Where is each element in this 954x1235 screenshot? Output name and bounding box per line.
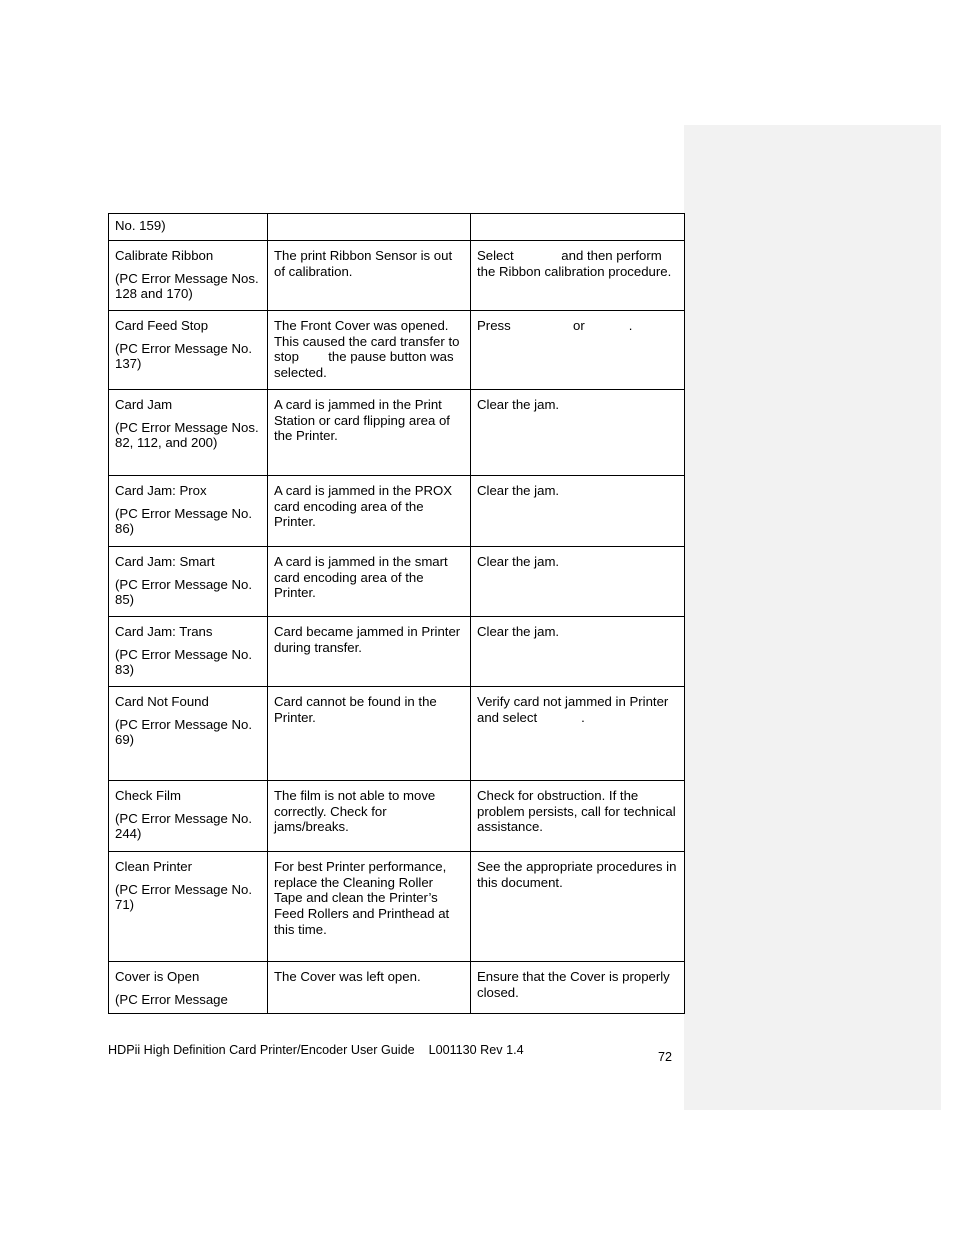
error-name: Clean Printer xyxy=(115,858,192,874)
table-row xyxy=(109,686,685,780)
pc-error-message: (PC Error Message Nos. 128 and 170) xyxy=(115,270,259,302)
error-name-cell xyxy=(109,240,268,310)
action-cell xyxy=(471,310,685,389)
pc-error-message: (PC Error Message xyxy=(115,991,228,1007)
table-row xyxy=(109,851,685,961)
error-name: Card Jam: Prox xyxy=(115,482,207,498)
error-name: Cover is Open xyxy=(115,968,200,984)
error-name-cell xyxy=(109,686,268,780)
action-cell xyxy=(471,780,685,851)
page-number: 72 xyxy=(658,1050,673,1064)
cause-cell xyxy=(268,780,471,851)
corrective-action: Press or . xyxy=(477,317,633,333)
error-name: Check Film xyxy=(115,787,181,803)
error-name-cell xyxy=(109,616,268,686)
error-cause: The print Ribbon Sensor is out of calibration. xyxy=(274,247,456,279)
error-name-cell xyxy=(109,214,268,241)
corrective-action: Clear the jam. xyxy=(477,396,560,412)
error-name: Card Jam: Trans xyxy=(115,623,213,639)
pc-error-message: (PC Error Message No. 71) xyxy=(115,881,253,913)
action-cell xyxy=(471,851,685,961)
corrective-action: See the appropriate procedures in this document. xyxy=(477,858,681,890)
cause-cell xyxy=(268,961,471,1014)
cause-cell xyxy=(268,851,471,961)
error-name-cell xyxy=(109,389,268,475)
page-footer xyxy=(108,1043,524,1057)
error-cause: A card is jammed in the smart card encoding area of the Printer. xyxy=(274,553,452,601)
error-cause: Card cannot be found in the Printer. xyxy=(274,693,441,725)
pc-error-message: (PC Error Message No. 83) xyxy=(115,646,253,678)
action-cell xyxy=(471,961,685,1014)
corrective-action: Select and then perform the Ribbon calibration procedure. xyxy=(477,247,672,279)
footer-doc-code: L001130 Rev 1.4 xyxy=(428,1043,524,1057)
cause-cell xyxy=(268,310,471,389)
cause-cell xyxy=(268,389,471,475)
error-name-cell xyxy=(109,546,268,616)
error-name-cell xyxy=(109,310,268,389)
error-cause: For best Printer performance, replace the Cleaning Roller Tape and clean the Printer’s Feed Rollers and Printhead at this time. xyxy=(274,858,453,937)
table-row xyxy=(109,214,685,241)
comment-margin-panel xyxy=(684,125,941,1110)
table-row xyxy=(109,389,685,475)
pc-error-message: (PC Error Message No. 137) xyxy=(115,340,253,372)
error-cause: The Cover was left open. xyxy=(274,968,421,984)
error-cause: Card became jammed in Printer during transfer. xyxy=(274,623,464,655)
cause-cell xyxy=(268,475,471,546)
pc-error-message: (PC Error Message No. 85) xyxy=(115,576,253,608)
corrective-action: Clear the jam. xyxy=(477,482,560,498)
error-name: Card Feed Stop xyxy=(115,317,209,333)
table-row xyxy=(109,616,685,686)
action-cell xyxy=(471,214,685,241)
error-cause: The Front Cover was opened. This caused the card transfer to stop the pause button was selected. xyxy=(274,317,464,381)
corrective-action: Clear the jam. xyxy=(477,553,560,569)
corrective-action: Ensure that the Cover is properly closed. xyxy=(477,968,674,1000)
corrective-action: Clear the jam. xyxy=(477,623,560,639)
action-cell xyxy=(471,616,685,686)
error-name: Card Jam: Smart xyxy=(115,553,215,569)
pc-error-message: (PC Error Message Nos. 82, 112, and 200) xyxy=(115,419,259,451)
cause-cell xyxy=(268,546,471,616)
error-name: Calibrate Ribbon xyxy=(115,247,214,263)
table-row xyxy=(109,780,685,851)
cause-cell xyxy=(268,616,471,686)
error-name-cell xyxy=(109,961,268,1014)
table-row xyxy=(109,310,685,389)
error-cause xyxy=(274,218,464,221)
footer-title: HDPii High Definition Card Printer/Encoder User Guide xyxy=(108,1043,415,1057)
table-row xyxy=(109,475,685,546)
error-name-cell xyxy=(109,851,268,961)
table-row xyxy=(109,546,685,616)
cause-cell xyxy=(268,240,471,310)
action-cell xyxy=(471,475,685,546)
corrective-action xyxy=(477,218,678,221)
pc-error-message: (PC Error Message No. 244) xyxy=(115,810,253,842)
error-name: No. 159) xyxy=(115,218,166,233)
pc-error-message: (PC Error Message No. 69) xyxy=(115,716,253,748)
cause-cell xyxy=(268,214,471,241)
error-name-cell xyxy=(109,475,268,546)
error-name: Card Not Found xyxy=(115,693,209,709)
error-cause: A card is jammed in the Print Station or card flipping area of the Printer. xyxy=(274,396,454,444)
table-row xyxy=(109,961,685,1014)
error-name-cell xyxy=(109,780,268,851)
corrective-action: Verify card not jammed in Printer and select . xyxy=(477,693,672,725)
action-cell xyxy=(471,240,685,310)
cause-cell xyxy=(268,686,471,780)
action-cell xyxy=(471,686,685,780)
pc-error-message: (PC Error Message No. 86) xyxy=(115,505,253,537)
error-table-body xyxy=(109,214,685,1014)
error-cause: The film is not able to move correctly. Check for jams/breaks. xyxy=(274,787,439,835)
error-message-table xyxy=(108,213,685,1014)
action-cell xyxy=(471,546,685,616)
corrective-action: Check for obstruction. If the problem persists, call for technical assistance. xyxy=(477,787,680,835)
action-cell xyxy=(471,389,685,475)
error-name: Card Jam xyxy=(115,396,173,412)
table-row xyxy=(109,240,685,310)
error-cause: A card is jammed in the PROX card encoding area of the Printer. xyxy=(274,482,456,530)
